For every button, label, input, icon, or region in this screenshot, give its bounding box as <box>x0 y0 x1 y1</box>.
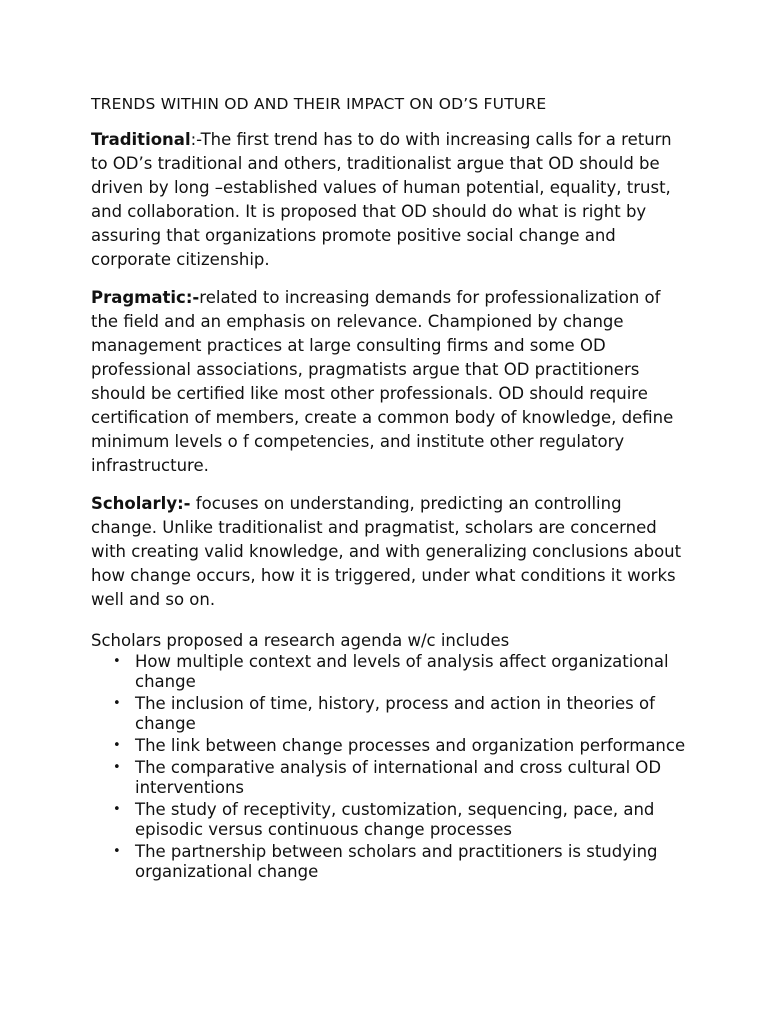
agenda-list <box>91 652 691 882</box>
section-heading-pragmatic: Pragmatic:- <box>91 288 200 307</box>
bullet-icon: • <box>113 802 121 817</box>
section-body-scholarly: focuses on understanding, predicting an controlling change. Unlike traditionalist and pragmatist, scholars are concerned with creating valid knowledge, and with generalizing conclusions about how change occurs, how it is triggered, under what conditions it works well and so on. <box>91 494 682 609</box>
section-pragmatic <box>91 286 691 478</box>
document-title: TRENDS WITHIN OD AND THEIR IMPACT ON OD’S FUTURE <box>91 95 547 113</box>
document-page <box>91 92 691 884</box>
agenda-item-text: The link between change processes and organization performance <box>135 736 686 755</box>
section-heading-scholarly: Scholarly:- <box>91 494 191 513</box>
section-scholarly <box>91 492 691 612</box>
list-item <box>113 736 691 756</box>
list-item <box>113 800 691 840</box>
bullet-icon: • <box>113 844 121 859</box>
bullet-icon: • <box>113 654 121 669</box>
bullet-icon: • <box>113 760 121 775</box>
list-item <box>113 694 691 734</box>
list-item <box>113 652 691 692</box>
agenda-item-text: The partnership between scholars and practitioners is studying organizational change <box>135 842 658 881</box>
section-traditional <box>91 128 691 272</box>
agenda-item-text: The comparative analysis of international and cross cultural OD interventions <box>135 758 662 797</box>
bullet-icon: • <box>113 696 121 711</box>
bullet-icon: • <box>113 738 121 753</box>
list-item <box>113 758 691 798</box>
section-heading-traditional: Traditional <box>91 130 191 149</box>
agenda-item-text: How multiple context and levels of analysis affect organizational change <box>135 652 669 691</box>
agenda-item-text: The study of receptivity, customization, sequencing, pace, and episodic versus continuous change processes <box>135 800 655 839</box>
agenda-intro: Scholars proposed a research agenda w/c includes <box>91 631 510 650</box>
section-body-pragmatic: related to increasing demands for professionalization of the field and an emphasis on relevance. Championed by change management practices at large consulting firms and some OD professional associations, pragmatists argue that OD practitioners should be certified like most other professionals. OD should require certification of members, create a common body of knowledge, define minimum levels o f competencies, and institute other regulatory infrastructure. <box>91 288 674 475</box>
list-item <box>113 842 691 882</box>
agenda-item-text: The inclusion of time, history, process and action in theories of change <box>135 694 655 733</box>
section-body-traditional: :-The first trend has to do with increasing calls for a return to OD’s traditional and others, traditionalist argue that OD should be driven by long –established values of human potential, equality, trust, and collaboration. It is proposed that OD should do what is right by assuring that organizations promote positive social change and corporate citizenship. <box>91 130 672 269</box>
